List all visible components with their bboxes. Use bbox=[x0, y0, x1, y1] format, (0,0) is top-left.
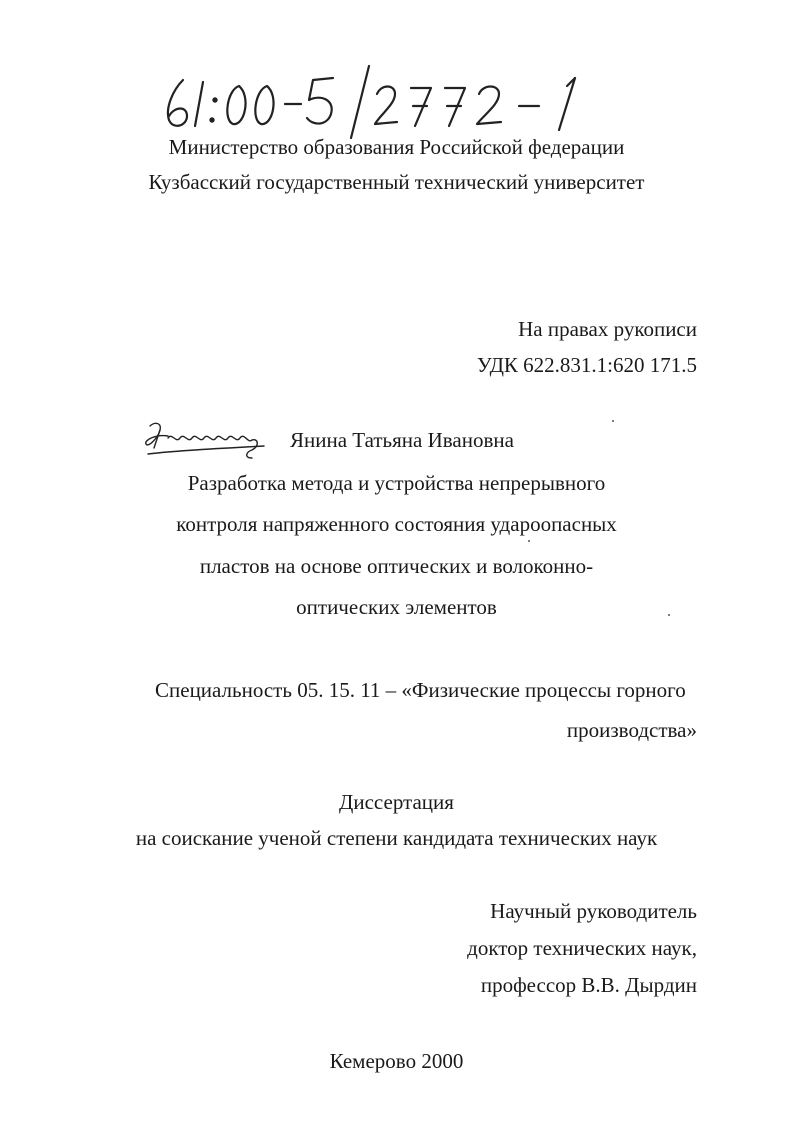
dissertation-label: Диссертация bbox=[339, 790, 454, 814]
university-line: Кузбасский государственный технический университет bbox=[148, 170, 645, 194]
degree-line: на соискание ученой степени кандидата технических наук bbox=[135, 826, 658, 850]
city-year: Кемерово 2000 bbox=[329, 1049, 464, 1073]
scan-speck bbox=[528, 540, 530, 542]
manuscript-rights-note: На правах рукописи bbox=[518, 317, 697, 341]
scan-speck bbox=[612, 420, 614, 422]
author-signature-drawing bbox=[140, 414, 270, 462]
supervisor-role: Научный руководитель bbox=[490, 899, 697, 923]
title-line-4: оптических элементов bbox=[296, 595, 497, 619]
title-line-2: контроля напряженного состояния удароопасных bbox=[176, 512, 617, 536]
scan-speck bbox=[668, 614, 670, 616]
specialty-line-2: производства» bbox=[566, 718, 697, 742]
handwritten-archive-code-drawing bbox=[155, 60, 625, 140]
ministry-line: Министерство образования Российской федерации bbox=[168, 135, 625, 159]
author-signature bbox=[140, 414, 270, 462]
specialty-line-1: Специальность 05. 15. 11 – «Физические процессы горного bbox=[155, 678, 686, 702]
supervisor-name: профессор В.В. Дырдин bbox=[480, 973, 697, 997]
supervisor-degree: доктор технических наук, bbox=[467, 936, 697, 960]
title-line-3: пластов на основе оптических и волоконно- bbox=[199, 554, 594, 578]
title-line-1: Разработка метода и устройства непрерывного bbox=[187, 471, 606, 495]
handwritten-archive-code bbox=[155, 60, 625, 140]
author-name: Янина Татьяна Ивановна bbox=[290, 428, 514, 452]
udc-code: УДК 622.831.1:620 171.5 bbox=[476, 353, 697, 377]
